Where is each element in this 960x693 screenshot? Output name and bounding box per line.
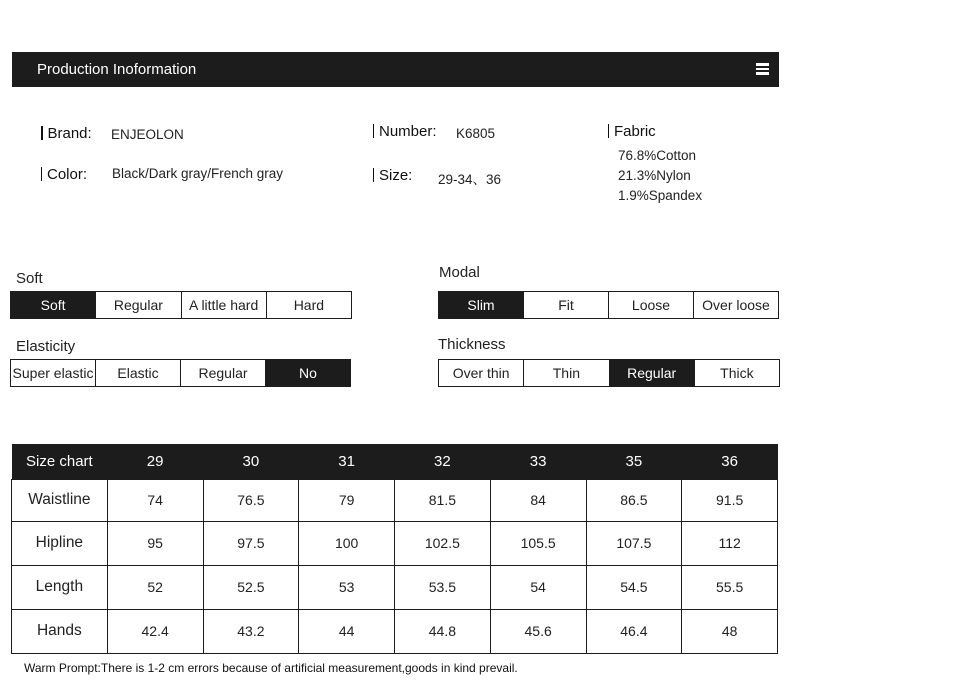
table-cell: 46.4 (586, 609, 682, 653)
thickness-option: Thick (720, 365, 754, 381)
size-label: Size: (373, 167, 412, 184)
modal-label: Modal (439, 264, 480, 281)
table-cell: 76.5 (203, 479, 299, 521)
thickness-label: Thickness (438, 336, 506, 353)
elasticity-option: No (266, 360, 350, 386)
table-cell: 86.5 (586, 479, 682, 521)
elasticity-label: Elasticity (16, 338, 76, 355)
table-row (12, 609, 778, 653)
row-label: Waistline (12, 479, 108, 521)
thickness-scale (438, 359, 780, 387)
soft-option: A little hard (182, 292, 267, 318)
table-row (12, 565, 778, 609)
table-row (12, 479, 778, 521)
row-label: Length (12, 565, 108, 609)
section-title: Production Inoformation (37, 61, 197, 78)
size-column-header: 31 (299, 444, 395, 479)
warm-prompt-note: Warm Prompt:There is 1-2 cm errors because of artificial measurement,goods in kind prevail. (24, 661, 518, 675)
row-label: Hipline (12, 521, 108, 565)
table-cell: 44.8 (395, 609, 491, 653)
table-cell: 81.5 (395, 479, 491, 521)
size-column-header: 29 (107, 444, 203, 479)
fabric-label: Fabric (608, 123, 656, 140)
elasticity-option: Elastic (96, 360, 181, 386)
soft-option: Hard (293, 297, 325, 313)
table-cell: 112 (682, 521, 778, 565)
size-column-header: 30 (203, 444, 299, 479)
size-column-header: 35 (586, 444, 682, 479)
fabric-line: 1.9%Spandex (618, 188, 703, 203)
soft-option: Regular (96, 292, 181, 318)
modal-option: Loose (609, 292, 694, 318)
soft-option: Soft (11, 292, 96, 318)
table-cell: 55.5 (682, 565, 778, 609)
fabric-line: 76.8%Cotton (618, 148, 697, 163)
fabric-line: 21.3%Nylon (618, 168, 691, 183)
menu-icon[interactable] (756, 63, 769, 76)
table-cell: 43.2 (203, 609, 299, 653)
modal-option: Fit (524, 292, 609, 318)
table-cell: 95 (107, 521, 203, 565)
number-label: Number: (373, 123, 437, 140)
table-cell: 105.5 (490, 521, 586, 565)
size-column-header: 33 (490, 444, 586, 479)
table-cell: 97.5 (203, 521, 299, 565)
table-cell: 84 (490, 479, 586, 521)
table-cell: 74 (107, 479, 203, 521)
soft-label: Soft (16, 270, 43, 287)
table-cell: 53 (299, 565, 395, 609)
table-cell: 52.5 (203, 565, 299, 609)
modal-option: Slim (439, 292, 524, 318)
row-label: Hands (12, 609, 108, 653)
size-column-header: 32 (395, 444, 491, 479)
soft-scale (10, 291, 352, 319)
table-cell: 44 (299, 609, 395, 653)
table-cell: 102.5 (395, 521, 491, 565)
table-cell: 107.5 (586, 521, 682, 565)
brand-label: Brand: (41, 125, 92, 142)
table-cell: 45.6 (490, 609, 586, 653)
table-cell: 53.5 (395, 565, 491, 609)
modal-option: Over loose (702, 297, 770, 313)
size-chart-table (11, 444, 778, 654)
size-value: 29-34、36 (438, 172, 502, 187)
table-row (12, 521, 778, 565)
number-value: K6805 (456, 126, 496, 141)
table-cell: 54 (490, 565, 586, 609)
table-cell: 100 (299, 521, 395, 565)
size-chart-title: Size chart (12, 444, 108, 479)
table-cell: 52 (107, 565, 203, 609)
table-cell: 48 (682, 609, 778, 653)
thickness-option: Over thin (439, 360, 524, 386)
color-label: Color: (41, 166, 87, 183)
thickness-option: Regular (610, 360, 695, 386)
elasticity-option: Regular (181, 360, 266, 386)
modal-scale (438, 291, 779, 319)
size-column-header: 36 (682, 444, 778, 479)
table-cell: 54.5 (586, 565, 682, 609)
color-value: Black/Dark gray/French gray (112, 166, 284, 181)
thickness-option: Thin (524, 360, 609, 386)
table-cell: 91.5 (682, 479, 778, 521)
elasticity-scale (10, 359, 351, 387)
section-header (12, 52, 779, 87)
elasticity-option: Super elastic (11, 360, 96, 386)
table-cell: 42.4 (107, 609, 203, 653)
size-chart-header-row (12, 444, 778, 479)
table-cell: 79 (299, 479, 395, 521)
brand-value: ENJEOLON (111, 127, 184, 142)
